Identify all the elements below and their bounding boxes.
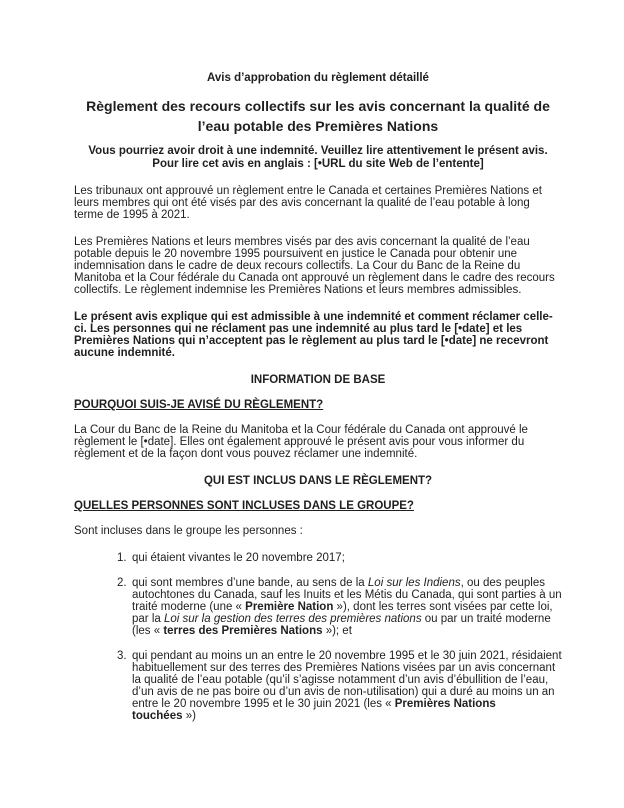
group-criteria-item-1 xyxy=(117,552,562,564)
list-item-text: qui étaient vivantes le 20 novembre 2017; xyxy=(132,552,345,564)
document-kicker: Avis d’approbation du règlement détaillé xyxy=(207,72,429,84)
deadline-paragraph: Le présent avis explique qui est admissible à une indemnité et comment réclamer celle-ci. Les personnes qui ne réclament pas une indemnité au plus tard le [•date] et les Premières Nations qui n’acceptent pas le règlement au plus tard le [•date] ne recevront aucune indemnité. xyxy=(74,311,553,359)
list-item-text: qui pendant au moins un an entre le 20 novembre 1995 et le 30 juin 2021, résidaient habituellement sur des terres des Premières Nations visées par un avis concernant la qualité de l’eau potable (qu’il s’agisse notamment d’un avis d’ébullition de l’eau, d’un avis de ne pas boire ou d’un avis de non-utilisation) qui a duré au moins un an entre le 20 novembre 1995 et le 30 juin 2021 (les « Premières Nations touchées ») xyxy=(132,650,562,722)
group-criteria-item-2 xyxy=(117,577,562,637)
subsection-heading-quelles-personnes: QUELLES PERSONNES SONT INCLUSES DANS LE GROUPE? xyxy=(74,500,414,512)
intro-paragraph-1: Les tribunaux ont approuvé un règlement entre le Canada et certaines Premières Nations et leurs membres qui ont été visés par des avis concernant la qualité de l’eau potable à long terme de 1995 à 2021. xyxy=(74,185,542,221)
why-body-paragraph: La Cour du Banc de la Reine du Manitoba et la Cour fédérale du Canada ont approuvé le règlement le [•date]. Elles ont également approuvé le présent avis pour vous informer du règlement et de la façon dont vous pouvez réclamer une indemnité. xyxy=(74,424,528,460)
document-title: Règlement des recours collectifs sur les avis concernant la qualité de l’eau potable des Premières Nations xyxy=(86,98,550,134)
lead-line-2: Pour lire cet avis en anglais : [•URL du site Web de l’entente] xyxy=(152,157,484,170)
group-criteria-list xyxy=(74,552,562,722)
group-criteria-item-3 xyxy=(117,650,562,722)
lead-notice xyxy=(74,145,562,170)
section-heading-qui-est-inclus: QUI EST INCLUS DANS LE RÈGLEMENT? xyxy=(203,475,433,487)
subsection-heading-pourquoi-avise: POURQUOI SUIS-JE AVISÉ DU RÈGLEMENT? xyxy=(74,399,324,411)
lead-line-1: Vous pourriez avoir droit à une indemnité. Veuillez lire attentivement le présent avis. xyxy=(88,145,548,157)
list-item-number: 3. xyxy=(117,650,127,662)
list-item-number: 1. xyxy=(117,552,127,564)
list-item-number: 2. xyxy=(117,577,127,589)
section-heading-information-de-base: INFORMATION DE BASE xyxy=(250,374,386,386)
list-item-text: qui sont membres d’une bande, au sens de la Loi sur les Indiens, ou des peuples autochtones du Canada, sauf les Inuits et les Métis du Canada, qui sont parties à un traité moderne (une « Première Nation »), dont les terres sont visées par cette loi, par la Loi sur la gestion des terres des premières nations ou par un traité moderne (les « terres des Premières Nations »); et xyxy=(132,577,562,637)
group-intro-line: Sont incluses dans le groupe les personnes : xyxy=(74,525,303,537)
intro-paragraph-2: Les Premières Nations et leurs membres visés par des avis concernant la qualité de l’eau potable depuis le 20 novembre 1995 poursuivent en justice le Canada pour obtenir une indemnisation dans le cadre de deux recours collectifs. La Cour du Banc de la Reine du Manitoba et la Cour fédérale du Canada ont approuvé un règlement dans le cadre des recours collectifs. Le règlement indemnise les Premières Nations et leurs membres admissibles. xyxy=(74,236,555,296)
